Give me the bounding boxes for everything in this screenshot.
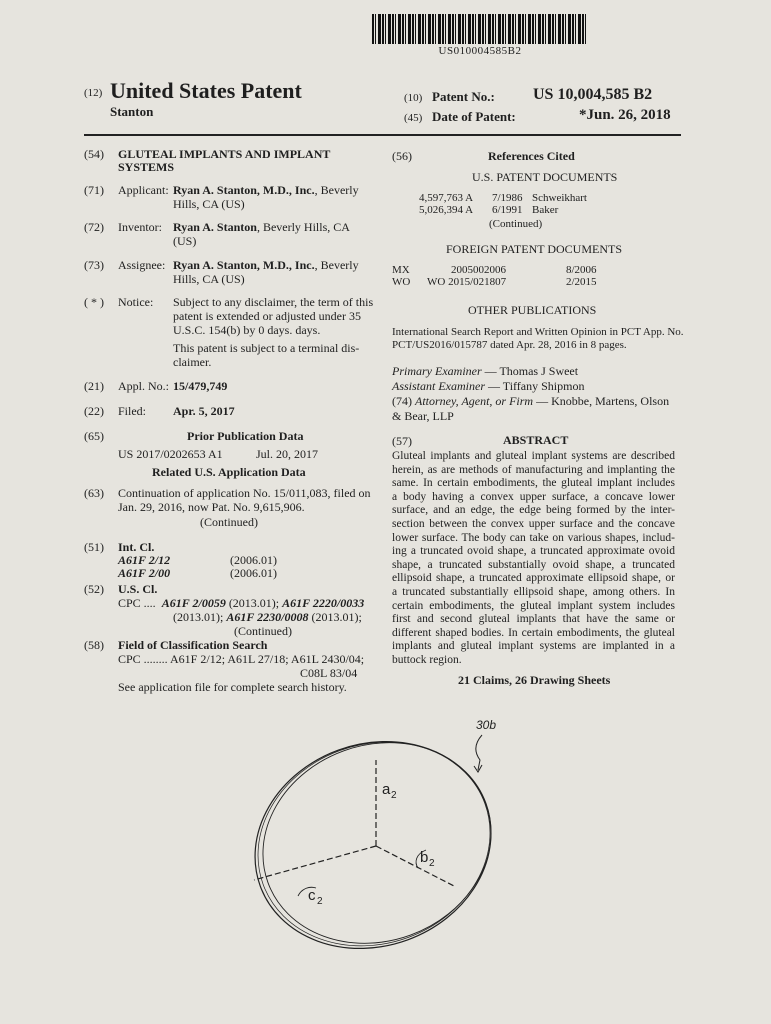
continuation-line-2: Jan. 29, 2016, now Pat. No. 9,615,906.	[118, 500, 305, 514]
int-cl-2-year: (2006.01)	[230, 566, 277, 580]
foreign-doc-2-cc: WO	[392, 276, 411, 288]
leader-30b	[476, 735, 482, 770]
implant-drawing	[230, 700, 550, 970]
notice-line-5: claimer.	[173, 355, 212, 369]
assignee-line-2: Hills, CA (US)	[173, 272, 245, 286]
date-label: Date of Patent:	[432, 109, 516, 124]
abstract-line: same. In certain embodiments, the gluteal implant includes	[392, 477, 675, 490]
code-45: (45)	[404, 112, 423, 124]
axis-b	[376, 846, 454, 886]
related-heading: Related U.S. Application Data	[152, 465, 306, 479]
label-b: b	[420, 849, 429, 866]
applicant-label: Applicant:	[118, 183, 169, 197]
filed-date: Apr. 5, 2017	[173, 404, 235, 418]
code-10: (10)	[404, 92, 423, 104]
patent-number: US 10,004,585 B2	[533, 86, 653, 103]
abstract-line: lower surface. The body can take on various shapes, includ-	[392, 531, 675, 544]
abstract-line: section between the convex upper surface and the concave	[392, 517, 675, 530]
abstract-line: Gluteal implants and gluteal implant systems are described	[392, 450, 675, 462]
cpc-line-2: (2013.01); A61F 2230/0008 (2013.01);	[173, 610, 362, 624]
us-docs-heading: U.S. PATENT DOCUMENTS	[472, 170, 618, 184]
foreign-docs-heading: FOREIGN PATENT DOCUMENTS	[446, 242, 623, 256]
inventor-surname: Stanton	[110, 104, 154, 119]
code-63: (63)	[84, 486, 104, 500]
foreign-doc-2-date: 2/2015	[566, 276, 597, 288]
cpc-continued: (Continued)	[234, 624, 292, 638]
abstract-line: certain embodiments, the gluteal implant system includes	[392, 599, 675, 612]
applicant-line-1: Ryan A. Stanton, M.D., Inc., Beverly	[173, 183, 359, 197]
patent-no-label: Patent No.:	[432, 89, 495, 104]
prior-pub-heading: Prior Publication Data	[187, 429, 304, 443]
label-a: a	[382, 781, 391, 798]
code-notice: ( * )	[84, 295, 104, 309]
code-71: (71)	[84, 183, 104, 197]
foreign-doc-1-date: 8/2006	[566, 264, 597, 276]
other-pub-line-2: PCT/US2016/015787 dated Apr. 28, 2016 in 8 pages.	[392, 339, 627, 351]
attorney-line-2: & Bear, LLP	[392, 409, 454, 423]
us-doc-2-name: Baker	[532, 204, 559, 216]
appl-no: 15/479,749	[173, 379, 228, 393]
notice-line-2: patent is extended or adjusted under 35	[173, 309, 361, 323]
code-52: (52)	[84, 582, 104, 596]
us-doc-1-date: 7/1986	[492, 192, 523, 204]
abstract-line: a truncated substantially ellipsoid shape, among others. In	[392, 585, 675, 598]
us-doc-2-date: 6/1991	[492, 204, 523, 216]
code-56: (56)	[392, 149, 412, 163]
field-cpc-line-2: C08L 83/04	[300, 666, 358, 680]
code-58: (58)	[84, 638, 104, 652]
us-doc-2-no: 5,026,394 A	[419, 204, 474, 216]
continuation-line-1: Continuation of application No. 15/011,083, filed on	[118, 486, 371, 500]
refs-heading: References Cited	[488, 149, 575, 163]
filed-label: Filed:	[118, 404, 147, 418]
claims-count: 21 Claims, 26 Drawing Sheets	[458, 673, 611, 687]
other-pub-line-1: International Search Report and Written Opinion in PCT App. No.	[392, 326, 684, 338]
abstract-line: a body having a convex upper surface, a concave lower	[392, 490, 675, 503]
label-c-sub: 2	[317, 896, 323, 907]
assistant-examiner: Assistant Examiner — Tiffany Shipmon	[392, 379, 585, 393]
int-cl-2-code: A61F 2/00	[118, 566, 171, 580]
barcode-number: US010004585B2	[438, 45, 522, 57]
label-c: c	[308, 887, 316, 904]
abstract-line: implants and gluteal implant systems are implanted in a	[392, 640, 675, 653]
inventor-label: Inventor:	[118, 220, 162, 234]
abstract-line: first and second gluteal implants that have the same or	[392, 613, 675, 626]
code-72: (72)	[84, 220, 104, 234]
code-57: (57)	[392, 434, 412, 448]
cpc-line-1: CPC .... A61F 2/0059 (2013.01); A61F 2220/0033	[118, 596, 365, 610]
assignee-label: Assignee:	[118, 258, 166, 272]
us-doc-1-no: 4,597,763 A	[419, 192, 474, 204]
other-pubs-heading: OTHER PUBLICATIONS	[468, 303, 597, 317]
prior-pub-number: US 2017/0202653 A1	[118, 447, 223, 461]
prior-pub-date: Jul. 20, 2017	[256, 447, 319, 461]
code-65: (65)	[84, 429, 104, 443]
notice-line-1: Subject to any disclaimer, the term of this	[173, 295, 374, 309]
int-cl-1-year: (2006.01)	[230, 553, 277, 567]
implant-outline-inner	[234, 711, 519, 970]
code-54: (54)	[84, 147, 104, 161]
abstract-line: shape, a truncated substantially ovoid shape, a truncated	[392, 558, 675, 571]
abstract-body	[392, 450, 675, 668]
code-12: (12)	[84, 87, 103, 99]
label-b-sub: 2	[429, 858, 435, 869]
title-line-2: SYSTEMS	[118, 160, 175, 174]
assignee-line-1: Ryan A. Stanton, M.D., Inc., Beverly	[173, 258, 359, 272]
attorney-line-1: (74) Attorney, Agent, or Firm — Knobbe, Martens, Olson	[392, 394, 670, 408]
code-21: (21)	[84, 379, 104, 393]
abstract-line: buttock region.	[392, 653, 462, 666]
abstract-line: different shaped bodies. In certain embodiments, the gluteal	[392, 626, 675, 639]
int-cl-label: Int. Cl.	[118, 540, 155, 554]
applicant-line-2: Hills, CA (US)	[173, 197, 245, 211]
continuation-continued: (Continued)	[200, 515, 258, 529]
abstract-heading: ABSTRACT	[503, 433, 569, 447]
patent-date: *Jun. 26, 2018	[579, 107, 671, 123]
foreign-doc-1-no: 2005002006	[451, 264, 506, 276]
foreign-doc-2-no: WO 2015/021807	[427, 276, 507, 288]
notice-line-3: U.S.C. 154(b) by 0 days. days.	[173, 323, 321, 337]
us-doc-1-name: Schweikhart	[532, 192, 587, 204]
implant-outline-outer	[230, 709, 520, 970]
appl-no-label: Appl. No.:	[118, 379, 169, 393]
abstract-line: herein, as are methods of manufacturing and implanting the	[392, 463, 675, 476]
code-73: (73)	[84, 258, 104, 272]
code-22: (22)	[84, 404, 104, 418]
int-cl-1-code: A61F 2/12	[118, 553, 171, 567]
primary-examiner: Primary Examiner — Thomas J Sweet	[392, 364, 579, 378]
notice-label: Notice:	[118, 295, 154, 309]
code-51: (51)	[84, 540, 104, 554]
field-see-note: See application file for complete search history.	[118, 680, 347, 694]
header-rule	[84, 134, 681, 136]
us-cl-label: U.S. Cl.	[118, 582, 158, 596]
us-docs-continued: (Continued)	[489, 218, 543, 230]
field-search-label: Field of Classification Search	[118, 638, 268, 652]
label-a-sub: 2	[391, 790, 397, 801]
patent-heading: United States Patent	[110, 78, 302, 103]
notice-line-4: This patent is subject to a terminal dis-	[173, 341, 360, 355]
axis-c	[254, 846, 376, 880]
inventor-line-1: Ryan A. Stanton, Beverly Hills, CA	[173, 220, 350, 234]
inventor-line-2: (US)	[173, 234, 197, 248]
title-line-1: GLUTEAL IMPLANTS AND IMPLANT	[118, 147, 331, 161]
fig-ref-label: 30b	[476, 718, 497, 732]
foreign-doc-1-cc: MX	[392, 264, 410, 276]
abstract-line: ellipsoid shape, a truncated approximate ellipsoid shape, or	[392, 572, 675, 585]
abstract-line: surface, and an edge, the edge being formed by the inter-	[392, 504, 675, 517]
abstract-line: ing a truncated ovoid shape, a truncated approximate ovoid	[392, 545, 675, 558]
field-cpc-line-1: CPC ........ A61F 2/12; A61L 27/18; A61L 2430/04;	[118, 652, 365, 666]
barcode	[372, 14, 588, 44]
